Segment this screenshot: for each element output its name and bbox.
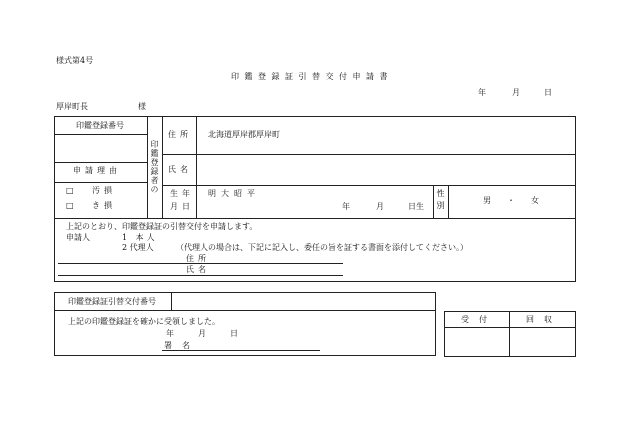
proxy-address-label: 住所 bbox=[186, 254, 210, 263]
applicant-option-self: 1 本人 bbox=[122, 233, 158, 242]
proxy-address-line[interactable] bbox=[58, 263, 343, 264]
reason-option-damaged-label: き損 bbox=[92, 201, 116, 210]
birth-day-label: 日生 bbox=[408, 202, 424, 211]
sex-label: 性別 bbox=[436, 189, 445, 213]
registration-number-field[interactable] bbox=[60, 135, 146, 161]
addressee-name: 厚岸町長 bbox=[56, 102, 88, 111]
applicant-label: 申請人 bbox=[66, 233, 90, 242]
birth-label-top: 生年 bbox=[170, 189, 194, 198]
reason-option-soiled-checkbox[interactable]: □ bbox=[66, 186, 74, 195]
reason-option-soiled-label: 汚損 bbox=[92, 186, 116, 195]
birth-year-label: 年 bbox=[342, 202, 350, 211]
proxy-note: （代理人の場合は、下記に記入し、委任の旨を証する書面を添付してください。） bbox=[176, 243, 468, 252]
signature-label: 署名 bbox=[164, 341, 200, 350]
date-day-label: 日 bbox=[544, 88, 552, 97]
reason-label: 申請理由 bbox=[73, 166, 121, 175]
receipt-month-label: 月 bbox=[198, 329, 206, 338]
address-label: 住所 bbox=[168, 130, 192, 139]
date-month-label: 月 bbox=[512, 88, 520, 97]
receipt-year-label: 年 bbox=[166, 329, 174, 338]
registrant-label: 印鑑登録者の bbox=[150, 140, 159, 194]
reason-option-damaged-checkbox[interactable]: □ bbox=[66, 201, 74, 210]
era-options: 明大昭平 bbox=[208, 189, 260, 198]
proxy-name-line[interactable] bbox=[58, 275, 343, 276]
form-title: 印鑑登録証引替交付申請書 bbox=[231, 72, 393, 81]
exchange-number-label: 印鑑登録証引替交付番号 bbox=[68, 297, 156, 306]
signature-line[interactable] bbox=[162, 350, 320, 351]
proxy-name-label: 氏名 bbox=[186, 265, 210, 274]
sex-options: 男・女 bbox=[483, 196, 555, 205]
addressee-honorific: 様 bbox=[138, 102, 146, 111]
date-year-label: 年 bbox=[478, 88, 486, 97]
registration-number-label: 印鑑登録番号 bbox=[76, 121, 124, 130]
address-value: 北海道厚岸郡厚岸町 bbox=[208, 130, 280, 139]
collected-label: 回収 bbox=[526, 315, 562, 324]
birth-label-bottom: 月日 bbox=[170, 202, 194, 211]
name-label: 氏名 bbox=[168, 165, 192, 174]
application-statement: 上記のとおり、印鑑登録証の引替交付を申請します。 bbox=[66, 222, 258, 231]
birth-month-label: 月 bbox=[376, 202, 384, 211]
form-number: 様式第4号 bbox=[56, 56, 94, 65]
received-label: 受付 bbox=[461, 315, 497, 324]
receipt-statement: 上記の印鑑登録証を確かに受領しました。 bbox=[68, 317, 220, 326]
applicant-option-proxy: 2 代理人 bbox=[122, 243, 154, 252]
exchange-number-field[interactable] bbox=[175, 294, 431, 308]
receipt-day-label: 日 bbox=[230, 329, 238, 338]
name-field[interactable] bbox=[200, 157, 570, 183]
